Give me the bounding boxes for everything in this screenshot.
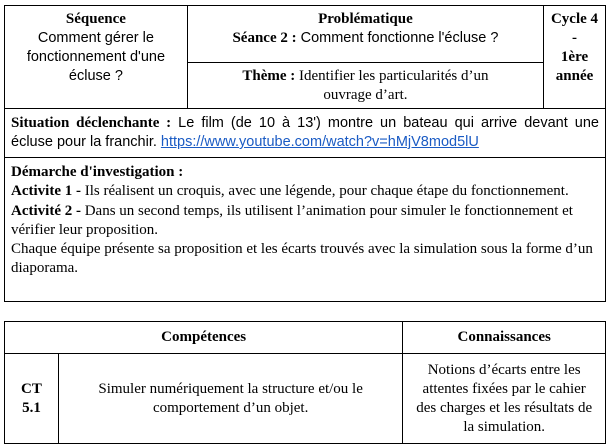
- skill-code: CT 5.1: [5, 354, 59, 444]
- cycle-year: 1ère année: [555, 49, 594, 84]
- skill-competence: Simuler numériquement la structure et/ou le comportement d’un objet.: [58, 354, 402, 444]
- theme-cell: [187, 63, 543, 109]
- activity-2: [11, 202, 599, 241]
- demarche-title: Démarche d'investigation :: [11, 164, 184, 180]
- seance-text: Comment fonctionne l'écluse ?: [300, 30, 499, 46]
- theme-text: Identifier les particularités d’un ouvrage d’art.: [299, 68, 489, 103]
- theme-label: Thème :: [242, 68, 296, 84]
- activity-2-text: Dans un second temps, ils utilisent l’animation pour simuler le fonctionnement et vérifier leur proposition.: [11, 202, 573, 238]
- cycle-label: Cycle 4: [550, 11, 599, 27]
- skills-table: [4, 321, 606, 444]
- skill-connaissance: Notions d’écarts entre les attentes fixées par le cahier des charges et les résultats de la simulation.: [403, 354, 606, 444]
- problematique-label: Problématique: [318, 11, 413, 27]
- table-row: [5, 354, 606, 444]
- situation-cell: [5, 109, 606, 158]
- conclusion-text: Chaque équipe présente sa proposition et les écarts trouvés avec la simulation sous la forme d’un diaporama.: [11, 241, 593, 277]
- seance-line: [188, 29, 543, 48]
- activity-1-label: Activite 1 -: [11, 183, 81, 200]
- sequence-label: Séquence: [65, 11, 126, 27]
- demarche-cell: [5, 158, 606, 302]
- sequence-text: Comment gérer le fonctionnement d'une écluse ?: [26, 30, 166, 84]
- activity-1-text: Ils réalisent un croquis, avec une légende, pour chaque étape du fonctionnement.: [84, 183, 569, 200]
- competences-header: Compétences: [5, 322, 403, 354]
- situation-text: Le film (de 10 à 13') montre un bateau qui arrive devant une écluse pour la franchir.: [11, 115, 599, 150]
- cycle-cell: [544, 6, 606, 109]
- activity-2-label: Activité 2 -: [11, 202, 81, 219]
- activity-1: [11, 182, 599, 201]
- seance-label: Séance 2 :: [232, 30, 297, 46]
- connaissances-header: Connaissances: [403, 322, 606, 354]
- lesson-header-table: [4, 5, 606, 302]
- cycle-dash: -: [572, 30, 578, 46]
- situation-label: Situation déclenchante :: [11, 115, 172, 131]
- problematique-cell: [187, 6, 543, 63]
- sequence-cell: [5, 6, 188, 109]
- video-link[interactable]: https://www.youtube.com/watch?v=hMjV8mod5lU: [160, 134, 479, 150]
